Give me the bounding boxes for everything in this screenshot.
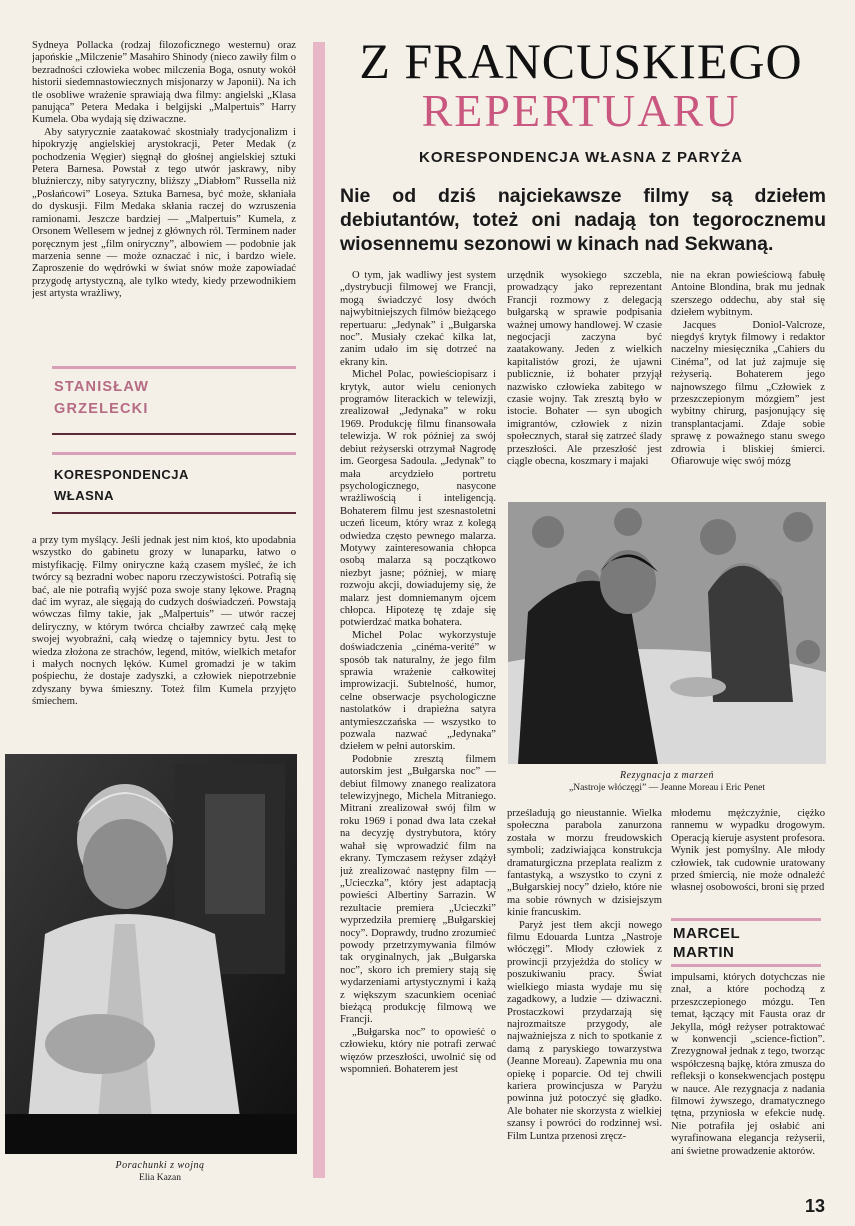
article-title-line2: REPERTUARU: [421, 85, 741, 136]
divider: [52, 512, 296, 514]
author-right-last: MARTIN: [673, 944, 735, 961]
column-2-top: [507, 270, 662, 492]
caption-title: Porachunki z wojną: [115, 1160, 205, 1171]
kor-line1: KORESPONDENCJA: [54, 467, 189, 482]
paragraph: prześladują go nieustannie. Wielka społeczna parabola zanurzona została w morzu freudowskich symboli; zadziwiająca konstrukcja dramaturgiczna przeplata realizm z fantastyką, a wszystko to czyni z „Bułgarskiej nocy” dzieło, które nie ma sobie równych w dzisiejszym kinie francuskim.: [507, 808, 662, 919]
article-lead: Nie od dziś najciekawsze filmy są dziełem debiutantów, toteż oni nadają ton tegorocznemu wiosennemu sezonowi w kinach nad Sekwaną.: [340, 185, 826, 255]
paragraph: impulsami, których dotychczas nie znał, a które pochodzą z przeszczepionego mózgu. Ten temat, łączący mit Fausta oraz dr Jekylla, mógł reżyser potraktować w konwencji „science-fiction”. Zrezygnował jednak z tego, tworząc współczesną bajkę, która zmusza do refleksji o konsekwencjach postępu w nauce. Ale rezygnacja z nadania filmowi żywszego, dramatycznego tętna, przyniosła w efekcie nudę. Nie potrafiła jej osłabić ani wyrafinowana elegancja reżyserii, ani świetne prowadzenie aktorów.: [671, 972, 825, 1157]
divider: [52, 452, 296, 455]
caption-name: „Nastroje włóczęgi” — Jeanne Moreau i Eric Penet: [569, 783, 765, 793]
paragraph: Michel Polac, powieściopisarz i krytyk, autor wielu cenionych programów literackich w telewizji, zrealizował „Jedynaka” w roku 1969. Produkcję filmu finansowała telewizja. W rok później za swój debiut reżyserski otrzymał Nagrodę im. Georgesa Sadoula. „Jedynak” to mała arcydzieło portretu psychologicznego, nasycone wrażliwością i inteligencją. Bohaterem filmu jest szesnastoletni uczeń liceum, który wraz z kolegą odwiedza często pewnego malarza. Motywy zainteresowania chłopca osobą malarza są początkowo niezbyt jasne; później, w miarę rozwoju akcji, dowiadujemy się, że malarz jest domniemanym ojcem chłopca. Hipotezę tę zdaje się potwierdzać matka bohatera.: [340, 369, 496, 629]
paragraph: „Bułgarska noc” to opowieść o człowieku, który nie potrafi zerwać więzów przeszłości, uwolnić się od wspomnień. Bohaterem jest: [340, 1026, 496, 1075]
article-title-line1: Z FRANCUSKIEGO: [359, 33, 803, 89]
author-last: GRZELECKI: [54, 401, 149, 417]
paragraph: nie na ekran powieściową fabułę Antoine Blondina, brak mu jednak szerszego oddechu, aby stał się dziełem wybitnym.: [671, 270, 825, 319]
column-3-bottom-top: [671, 808, 825, 912]
column-2-bottom: [507, 808, 662, 1188]
photo-caption-left: [60, 1160, 260, 1184]
paragraph: urzędnik wysokiego szczebla, prowadzący jako reprezentant Francji rozmowy z delegacją bułgarską w sprawie podpisania ważnej umowy handlowej. W czasie negocjacji zaczyna być zaatakowany. Jeden z wielkich kapitalistów grozi, że ujawni publicznie, iż bohater przyjął nazwisko człowieka zabitego w czasie wojny. Tak zresztą było w istocie. Bohater — syn ubogich imigrantów, człowiek z nizin społecznych, starał się zatrzeć ślady przeszłości. Ale przeszłość jest ciągle obecna, koszmary i majaki: [507, 270, 662, 468]
divider: [52, 433, 296, 435]
correspondence-label: [54, 464, 189, 506]
column-3-top: [671, 270, 825, 492]
kor-line2: WŁASNA: [54, 488, 115, 503]
column-3-bottom-end: [671, 972, 825, 1190]
author-first: STANISŁAW: [54, 379, 150, 395]
divider: [52, 366, 296, 369]
paragraph: Sydneya Pollacka (rodzaj filozoficznego westernu) oraz japońskie „Milczenie” Masahiro Shinody (nieco zawiły film o bezradności człowieka wobec milczenia Boga, osnuty wokół historii siedemnastowiecznych misjonarzy w Japonii). Na ich tle osobliwe wrażenie sprawiają dwa filmy: angielski „Klasa panująca” Petera Medaka i belgijski „Malpertuis” Harry Kumela. Oba wydają się dziwaczne.: [32, 40, 296, 126]
page-number: 13: [804, 1196, 825, 1216]
paragraph: Podobnie zresztą filmem autorskim jest „Bułgarska noc” — debiut filmowy znanego realizatora telewizyjnego, Michela Mitraniego. Mitrani zrealizował swój film w roku 1969 i ponad dwa lata czekał na decyzję dystrybutora, który wahał się wprowadzić film na ekrany. Tymczasem reżyser zdążył już zrealizować następny film — „Ucieczka”, który jest adaptacją powieści Albertiny Sarrazin. W rezultacie premiera „Ucieczki” wyprzedziła premierę „Bułgarskiej nocy”. Doprawdy, trudno zrozumieć powody przetrzymywania filmów tak oryginalnych, jak „Bułgarska noc”, skoro ich premiery stają się wydarzeniami artystycznymi i każą z większym szacunkiem oceniać bieżącą produkcję filmową we Francji.: [340, 753, 496, 1026]
article-subtitle: KORESPONDENCJA WŁASNA Z PARYŻA: [419, 149, 743, 166]
author-name: [54, 376, 149, 420]
paragraph: Aby satyrycznie zaatakować skostniały tradycjonalizm i hipokryzję angielskiej arystokracji, Peter Medak (z pochodzenia Węgier) sięgnął do głośnej angielskiej sztuki Petera Barnesa. Powstał z tego utwór jaskrawy, niby bluźnierczy, niby satyryczny, bliższy „Diabłom” Russella niż „Posłańcowi” Loseya. Sztuka Barnesa, być może, skłaniała do dyskusji. Film Medaka skłania raczej do wzruszenia ramionami. Jeszcze bardziej — „Malpertuis” Kumela, z Orsonem Wellesem w jednej z głównych ról. Terminem nader poręcznym jest „film oniryczny”, albowiem — podobnie jak marzenia senne — może oznaczać i nic, i bardzo wiele. Zaproszenie do wędrówki w świat snów może zapowiadać przygodę artystyczną, ale tylko wtedy, kiedy przewodnikiem jest artysta wrażliwy,: [32, 126, 296, 300]
caption-title: Rezygnacja z marzeń: [620, 770, 714, 781]
photo-elia-kazan: [5, 754, 297, 1154]
photo-jeanne-moreau: [508, 502, 826, 764]
divider: [671, 964, 821, 967]
vertical-accent-bar: [313, 42, 325, 1178]
photo-caption-right: [508, 770, 826, 794]
column-1: [340, 270, 496, 1190]
paragraph: Michel Polac wykorzystuje doświadczenia „cinéma-verité” w sposób tak naturalny, że jego film sprawia wrażenie całkowitej improwizacji. Subtelność, humor, celne obserwacje psychologiczne nastolatków i drapieżna satyra antymieszczańska — wszystko to pozwala nazwać „Jedynaka” dziełem w pełni autorskim.: [340, 629, 496, 753]
paragraph: młodemu mężczyźnie, ciężko rannemu w wypadku drogowym. Operacją kieruje asystent profesora. Wynik jest pomyślny. Ale młody człowiek, tak cudownie uratowany przed śmiercią, nie może odnaleźć własnej osobowości, broni się przed: [671, 808, 825, 894]
left-bottom-text: [32, 535, 296, 741]
left-top-text: [32, 40, 296, 352]
paragraph: a przy tym myślący. Jeśli jednak jest nim ktoś, kto upodabnia wszystko do gabinetu grozy w lunaparku, łatwo o mistyfikację. Filmy oniryczne każą czasem myśleć, że ich twórcy są bezradni wobec naporu rzeczywistości. Potrafią się bać, ale nie potrafią wyjść poza swoje stany lękowe. Pragną dać im wyraz, ale sięgają do cudzych doświadczeń. Powstają wówczas filmy takie, jak „Malpertuis” — utwór raczej deliryczny, w którym twórca chciałby zawrzeć całą mękę swojej wyobraźni, całą wiedzę o tajemnicy bytu. Jest to wiedza złożona ze strachów, legend, mitów, wielkich metafor i małych nocnych lęków. Kumel gromadzi je w takim pośpiechu, że dostaje zadyszki, a człowiek niepotrzebnie zdyszany bywa śmieszny. Toteż film Kumela przyjęto śmiechem.: [32, 535, 296, 708]
author-right: [673, 924, 740, 962]
paragraph: Jacques Doniol-Valcroze, niegdyś krytyk filmowy i redaktor naczelny miesięcznika „Cahiers du Cinéma”, od lat już zajmuje się reżyserią. Bohaterem jego najnowszego filmu „Człowiek z przeszczepionym mózgiem” jest wybitny chirurg, pasjonujący się transplantacjami. Zdaje sobie sprawę z poważnego stanu swego zdrowia i bliskiej śmierci. Ofiarowuje więc swój mózg: [671, 319, 825, 468]
author-right-first: MARCEL: [673, 925, 741, 942]
paragraph: Paryż jest tłem akcji nowego filmu Edouarda Luntza „Nastroje włóczęgi”. Młody człowiek z prowincji przyjeżdża do stolicy w poszukiwaniu pracy. Świat wielkiego miasta wydaje mu się zagadkowy, a ludzie — dziwaczni. Prostaczkowi przydarzają się najrozmaitsze przygody, ale najważniejsza z nich to spotkanie z damą z paryskiego towarzystwa (Jeanne Moreau). Zapewnia mu ona opiekę i poparcie. Od tej chwili kariera prowincjusza w Paryżu powinna już potoczyć się gładko. Ale bohater nie skorzysta z wielkiej szansy i powróci do rodzinnej wsi. Film Luntza przenosi zręcz-: [507, 919, 662, 1142]
paragraph: O tym, jak wadliwy jest system „dystrybucji filmowej we Francji, mogą świadczyć losy dwóch najwybitniejszych filmów bieżącego repertuaru: „Jedynak” i „Bułgarska noc”. Musiały czekać kilka lat, zanim udało im się dotrzeć na ekrany kin.: [340, 270, 496, 368]
divider: [671, 918, 821, 921]
caption-name: Elia Kazan: [139, 1173, 181, 1183]
